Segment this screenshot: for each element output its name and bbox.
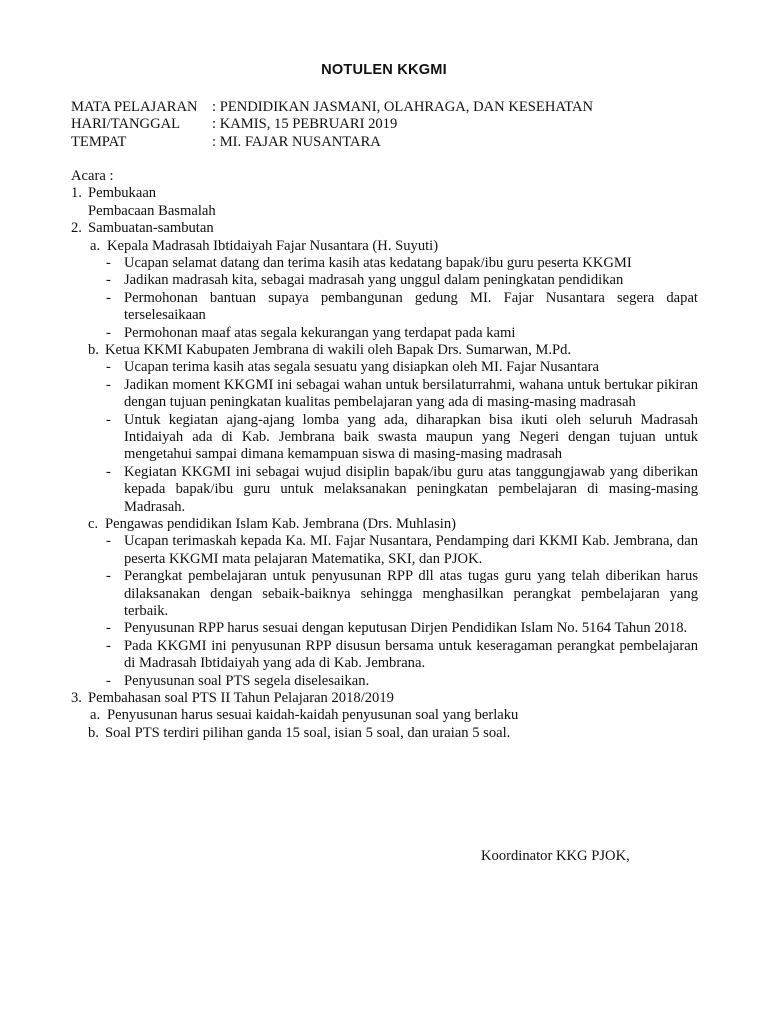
dash-bullet: - bbox=[106, 463, 111, 480]
discussion-point-a bbox=[71, 707, 699, 724]
item-subtext: Pembacaan Basmalah bbox=[88, 202, 216, 219]
discussion-point-b bbox=[71, 725, 699, 742]
list-item bbox=[71, 272, 699, 289]
list-item-text: Kegiatan KKGMI ini sebagai wujud disiplin bapak/ibu guru atas tanggungjawab yang diberikan kepada bapak/ibu guru untuk melaksanakan peningkatan pembelajaran di masing-masing Madrasah. bbox=[124, 463, 698, 515]
dash-bullet: - bbox=[106, 568, 111, 585]
item-number: 2. bbox=[71, 220, 82, 237]
group-letter: c. bbox=[88, 516, 99, 533]
dash-bullet: - bbox=[106, 637, 111, 654]
list-item bbox=[71, 464, 699, 516]
list-item bbox=[71, 620, 699, 637]
list-item bbox=[71, 255, 699, 272]
header-value: : MI. FAJAR NUSANTARA bbox=[212, 133, 381, 150]
dash-bullet: - bbox=[106, 289, 111, 306]
point-letter: b. bbox=[88, 724, 99, 741]
header-row-subject bbox=[71, 99, 593, 116]
header-value: : KAMIS, 15 PEBRUARI 2019 bbox=[212, 116, 398, 133]
list-item-text: Pada KKGMI ini penyusunan RPP disusun bersama untuk keseragaman perangkat pembelajaran di Madrasah Ibtidaiyah yang ada di Kab. Jembrana. bbox=[124, 637, 698, 672]
item-title: Pembukaan bbox=[88, 185, 157, 202]
header-label: HARI/TANGGAL bbox=[71, 116, 181, 133]
list-item-text: Ucapan terimaskah kepada Ka. MI. Fajar Nusantara, Pendamping dari KKMI Kab. Jembrana, dan peserta KKGMI mata pelajaran Matematika, SKI, dan PJOK. bbox=[124, 533, 698, 567]
point-letter: a. bbox=[90, 707, 101, 724]
dash-bullet: - bbox=[106, 254, 111, 271]
agenda-content bbox=[71, 168, 699, 742]
group-title: Ketua KKMI Kabupaten Jembrana di wakili oleh Bapak Drs. Sumarwan, M.Pd. bbox=[105, 341, 572, 358]
item-number: 3. bbox=[71, 690, 82, 707]
group-title: Kepala Madrasah Ibtidaiyah Fajar Nusantara (H. Suyuti) bbox=[107, 237, 439, 254]
dash-bullet: - bbox=[106, 359, 111, 376]
list-item-text: Ucapan selamat datang dan terima kasih atas kedatang bapak/ibu guru peserta KKGMI bbox=[124, 254, 632, 271]
dash-bullet: - bbox=[106, 620, 111, 637]
speech-group-c bbox=[71, 516, 699, 533]
speech-group-a bbox=[71, 238, 699, 255]
item-title: Pembahasan soal PTS II Tahun Pelajaran 2018/2019 bbox=[88, 690, 394, 707]
point-text: Penyusunan harus sesuai kaidah-kaidah penyusunan soal yang berlaku bbox=[107, 707, 519, 724]
list-item bbox=[71, 638, 699, 673]
agenda-item-2 bbox=[71, 220, 699, 237]
list-item bbox=[71, 568, 699, 620]
list-item bbox=[71, 673, 699, 690]
list-item bbox=[71, 290, 699, 325]
list-item bbox=[71, 359, 699, 376]
header-value: : PENDIDIKAN JASMANI, OLAHRAGA, DAN KESEHATAN bbox=[212, 99, 594, 115]
group-title: Pengawas pendidikan Islam Kab. Jembrana (Drs. Muhlasin) bbox=[105, 516, 456, 533]
list-item bbox=[71, 533, 699, 568]
list-item-text: Untuk kegiatan ajang-ajang lomba yang ada, diharapkan bisa ikuti oleh seluruh Madrasah Intidaiyah ada di Kab. Jembrana baik swasta maupun yang Negeri dengan tujuan untuk mengetahui sampai dimana kemampuan siswa di masing-masing madrasah bbox=[124, 411, 698, 463]
header-block bbox=[71, 99, 593, 151]
agenda-label: Acara : bbox=[71, 168, 114, 184]
item-number: 1. bbox=[71, 185, 82, 202]
signature-line: Koordinator KKG PJOK, bbox=[481, 848, 630, 864]
header-row-date bbox=[71, 116, 593, 133]
list-item-text: Permohonan maaf atas segala kekurangan yang terdapat pada kami bbox=[124, 324, 516, 341]
dash-bullet: - bbox=[106, 376, 111, 393]
header-row-place bbox=[71, 134, 593, 151]
dash-bullet: - bbox=[106, 672, 111, 689]
point-text: Soal PTS terdiri pilihan ganda 15 soal, isian 5 soal, dan uraian 5 soal. bbox=[105, 724, 511, 741]
list-item-text: Jadikan madrasah kita, sebagai madrasah yang unggul dalam peningkatan pendidikan bbox=[124, 272, 624, 289]
header-label: TEMPAT bbox=[71, 133, 127, 150]
item-title: Sambuatan-sambutan bbox=[88, 220, 214, 237]
agenda-item-3 bbox=[71, 690, 699, 707]
dash-bullet: - bbox=[106, 533, 111, 550]
header-label: MATA PELAJARAN bbox=[71, 99, 198, 115]
speech-group-b bbox=[71, 342, 699, 359]
list-item-text: Ucapan terima kasih atas segala sesuatu yang disiapkan oleh MI. Fajar Nusantara bbox=[124, 359, 599, 376]
agenda-item-1 bbox=[71, 185, 699, 202]
list-item-text: Perangkat pembelajaran untuk penyusunan RPP dll atas tugas guru yang telah diberikan harus dilaksanakan dengan sebaik-baiknya sehingga menghasilkan perangkat pembelajaran yang terbaik. bbox=[124, 568, 698, 620]
list-item-text: Penyusunan RPP harus sesuai dengan keputusan Dirjen Pendidikan Islam No. 5164 Tahun 2018. bbox=[124, 620, 688, 637]
list-item-text: Penyusunan soal PTS segela diselesaikan. bbox=[124, 672, 370, 689]
dash-bullet: - bbox=[106, 324, 111, 341]
list-item bbox=[71, 412, 699, 464]
list-item-text: Jadikan moment KKGMI ini sebagai wahan untuk bersilaturrahmi, wahana untuk bertukar pikiran dengan tujuan peningkatan kualitas pembelajaran yang ada di masing-masing madrasah bbox=[124, 376, 698, 411]
group-letter: a. bbox=[90, 237, 101, 254]
list-item bbox=[71, 377, 699, 412]
list-item-text: Permohonan bantuan supaya pembangunan gedung MI. Fajar Nusantara segera dapat terselesaikaan bbox=[124, 289, 698, 324]
list-item bbox=[71, 325, 699, 342]
document-title: NOTULEN KKGMI bbox=[321, 62, 447, 78]
group-letter: b. bbox=[88, 341, 99, 358]
dash-bullet: - bbox=[106, 411, 111, 428]
dash-bullet: - bbox=[106, 272, 111, 289]
